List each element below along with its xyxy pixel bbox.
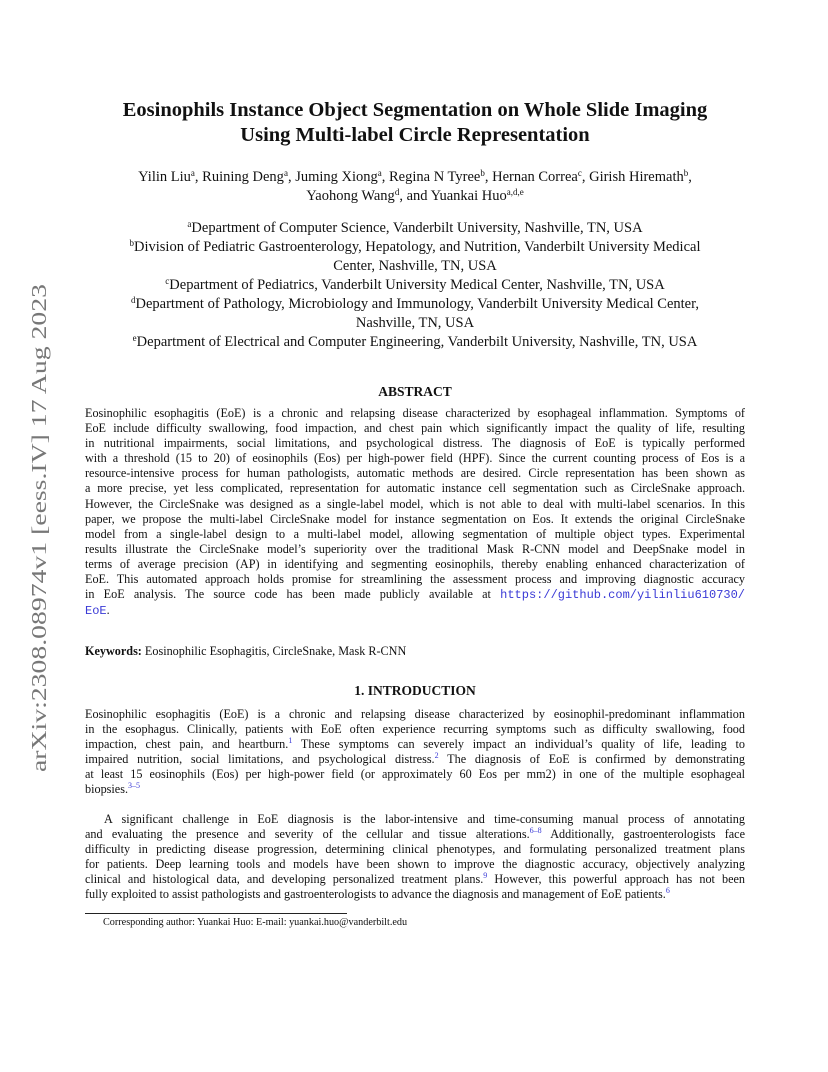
author-name: Juming Xiong bbox=[295, 169, 378, 185]
abstract-line: EoE include difficulty swallowing, food impaction, and chest pain which significantly impact the quality of life, resulting bbox=[85, 421, 745, 436]
author-name: Regina N Tyree bbox=[389, 169, 481, 185]
author-affiliation-marker: d bbox=[394, 187, 400, 197]
author-affiliation-marker: b bbox=[480, 168, 485, 178]
arxiv-identifier: arXiv:2308.08974v1 [eess.IV] 17 Aug 2023 bbox=[27, 402, 51, 772]
abstract-line: However, the CircleSnake was designed as a single-label model, which is not able to deal with multi-label scenarios. In this bbox=[85, 496, 745, 511]
author-name: Yilin Liu bbox=[138, 169, 191, 185]
author-list bbox=[85, 168, 745, 206]
paper-title bbox=[85, 98, 745, 148]
citation-link[interactable]: 6 bbox=[665, 886, 670, 896]
intro-p2-line-3: difficulty in predicting disease progression, determining clinical phenotypes, and formulating personalized treatment plans bbox=[85, 842, 745, 857]
citation-link[interactable]: 1 bbox=[288, 736, 293, 746]
author-affiliation-marker: c bbox=[577, 168, 582, 178]
introduction-paragraph-1 bbox=[85, 707, 745, 798]
abstract-line: resource-intensive process for human pathologists, automatic methods are desired. Circle representation has been shown as bbox=[85, 466, 745, 481]
intro-p2-line-4: for patients. Deep learning tools and models have been shown to improve the diagnostic accuracy, objectively analyzing bbox=[85, 857, 745, 872]
introduction-heading: 1. INTRODUCTION bbox=[354, 683, 476, 698]
abstract-line: a more precise, yet less complicated, representation for automatic instance cell segmentation such as CircleSnake approach. bbox=[85, 481, 745, 496]
author-separator: , and bbox=[399, 188, 431, 204]
abstract-line: in nutritional impairments, social limitations, and psychological distress. The diagnosis of EoE is typically performed bbox=[85, 436, 745, 451]
arxiv-side-stamp bbox=[14, 282, 58, 772]
abstract-line: with a threshold (15 to 20) of eosinophils (Eos) per high-power field (HPF). Since the current counting process of Eos is a bbox=[85, 451, 745, 466]
intro-p1-line-6: biopsies.$^{3-5}$ bbox=[85, 781, 140, 797]
intro-p1-line-2: in the esophagus. Clinically, patients with EoE often experience recurring symptoms such as difficulty swallowing, food bbox=[85, 722, 745, 737]
intro-p1-line-1: Eosinophilic esophagitis (EoE) is a chronic and relapsing disease characterized by eosinophil-predominant inflammation bbox=[85, 707, 745, 721]
abstract-line: results illustrate the CircleSnake model’s superiority over the traditional Mask R-CNN model and DeepSnake model in bbox=[85, 541, 745, 556]
intro-p2-line-6: fully exploited to assist pathologists and gastroenterologists to advance the diagnosis and management of EoE patients.$^6$ bbox=[85, 886, 670, 902]
affiliation-c: $^c$Department of Pediatrics, Vanderbilt University Medical Center, Nashville, TN, USA bbox=[165, 276, 665, 293]
abstract-line: terms of average precision (AP) in identifying and segmenting eosinophils, thereby enabling enhanced characterization of bbox=[85, 556, 745, 571]
keywords bbox=[85, 644, 745, 659]
author-separator: , bbox=[194, 169, 203, 185]
author-separator: , bbox=[484, 169, 493, 185]
author-separator: , bbox=[581, 169, 590, 185]
intro-p1-line-5: at least 15 eosinophils (Eos) per high-power field (or approximately 60 Eos per mm2) in one of the multiple esophageal bbox=[85, 767, 745, 782]
affiliation-b-cont: Center, Nashville, TN, USA bbox=[333, 258, 497, 274]
source-code-link[interactable]: https://github.com/yilinliu610730/ bbox=[500, 588, 745, 603]
author-affiliation-marker: a,d,e bbox=[506, 187, 524, 197]
author-affiliation-marker: a bbox=[283, 168, 288, 178]
keywords-label: Keywords: bbox=[85, 644, 142, 658]
author-line-1 bbox=[85, 168, 745, 187]
intro-p1-line-3: impaction, chest pain, and heartburn.$^1$ These symptoms can severely impact an individual’s quality of life, leading to bbox=[85, 736, 745, 752]
affiliation-b: $^b$Division of Pediatric Gastroenterology, Hepatology, and Nutrition, Vanderbilt University Medical bbox=[129, 238, 701, 255]
intro-p1-line-4: impaired nutrition, social limitations, and psychological distress.$^2$ The diagnosis of EoE is confirmed by demonstrating bbox=[85, 751, 745, 767]
affiliations bbox=[85, 219, 745, 352]
footnote-rule bbox=[85, 913, 347, 914]
corresponding-author-footnote: Corresponding author: Yuankai Huo: E-mail: yuankai.huo@vanderbilt.edu bbox=[103, 917, 408, 928]
source-code-link-cont[interactable]: EoE bbox=[85, 604, 107, 619]
abstract-line-14: EoE. bbox=[85, 603, 110, 619]
affiliation-d: $^d$Department of Pathology, Microbiology and Immunology, Vanderbilt University Medical Center, bbox=[131, 295, 699, 312]
title-line-2: Using Multi-label Circle Representation bbox=[240, 124, 590, 146]
author-line-2 bbox=[85, 187, 745, 206]
abstract-line: model from a single-label design to a multi-label model, allowing segmentation of multiple object types. Experimental bbox=[85, 526, 745, 541]
abstract-line: Eosinophilic esophagitis (EoE) is a chronic and relapsing disease characterized by esophageal inflammation. Symptoms of bbox=[85, 406, 745, 420]
author-separator: , bbox=[688, 169, 692, 185]
author-name: Yaohong Wang bbox=[306, 188, 395, 204]
abstract-heading: ABSTRACT bbox=[378, 384, 452, 399]
citation-link[interactable]: 3–5 bbox=[128, 781, 140, 791]
author-name: Ruining Deng bbox=[202, 169, 284, 185]
intro-p2-line-1: A significant challenge in EoE diagnosis is the labor-intensive and time-consuming manual process of annotating bbox=[104, 812, 745, 826]
intro-p2-line-5: clinical and histological data, and developing personalized treatment plans.$^9$ However, this powerful approach has not been bbox=[85, 871, 745, 887]
author-affiliation-marker: a bbox=[190, 168, 195, 178]
citation-link[interactable]: 2 bbox=[434, 751, 439, 761]
abstract-body bbox=[85, 406, 745, 619]
author-affiliation-marker: a bbox=[377, 168, 382, 178]
affiliation-d-cont: Nashville, TN, USA bbox=[355, 315, 475, 331]
citation-link[interactable]: 9 bbox=[483, 871, 488, 881]
author-name: Hernan Correa bbox=[492, 169, 578, 185]
title-line-1: Eosinophils Instance Object Segmentation on Whole Slide Imaging bbox=[122, 99, 708, 121]
author-separator: , bbox=[381, 169, 390, 185]
author-name: Girish Hiremath bbox=[589, 169, 684, 185]
keywords-text: Eosinophilic Esophagitis, CircleSnake, Mask R-CNN bbox=[141, 644, 407, 658]
intro-p2-line-2: and evaluating the presence and severity of the cellular and tissue alterations.$^{6-8}$ Additionally, gastroenterologists face bbox=[85, 826, 745, 842]
author-affiliation-marker: b bbox=[683, 168, 689, 178]
introduction-paragraph-2 bbox=[85, 812, 745, 903]
abstract-lines bbox=[85, 406, 745, 587]
author-name: Yuankai Huo bbox=[430, 188, 507, 204]
abstract-line: paper, we propose the multi-label CircleSnake model for instance segmentation on Eos. It extends the original CircleSnake bbox=[85, 511, 745, 526]
affiliation-e: $^e$Department of Electrical and Computer Engineering, Vanderbilt University, Nashville, TN, USA bbox=[132, 333, 698, 350]
author-separator: , bbox=[287, 169, 296, 185]
abstract-line: EoE. This automated approach holds promise for streamlining the assessment process and improving diagnostic accuracy bbox=[85, 572, 745, 587]
citation-link[interactable]: 6–8 bbox=[529, 826, 542, 836]
abstract-line-13: in EoE analysis. The source code has been made publicly available at https://github.com/yilinliu610730/ bbox=[85, 587, 745, 603]
affiliation-a: $^a$Department of Computer Science, Vanderbilt University, Nashville, TN, USA bbox=[187, 219, 643, 236]
